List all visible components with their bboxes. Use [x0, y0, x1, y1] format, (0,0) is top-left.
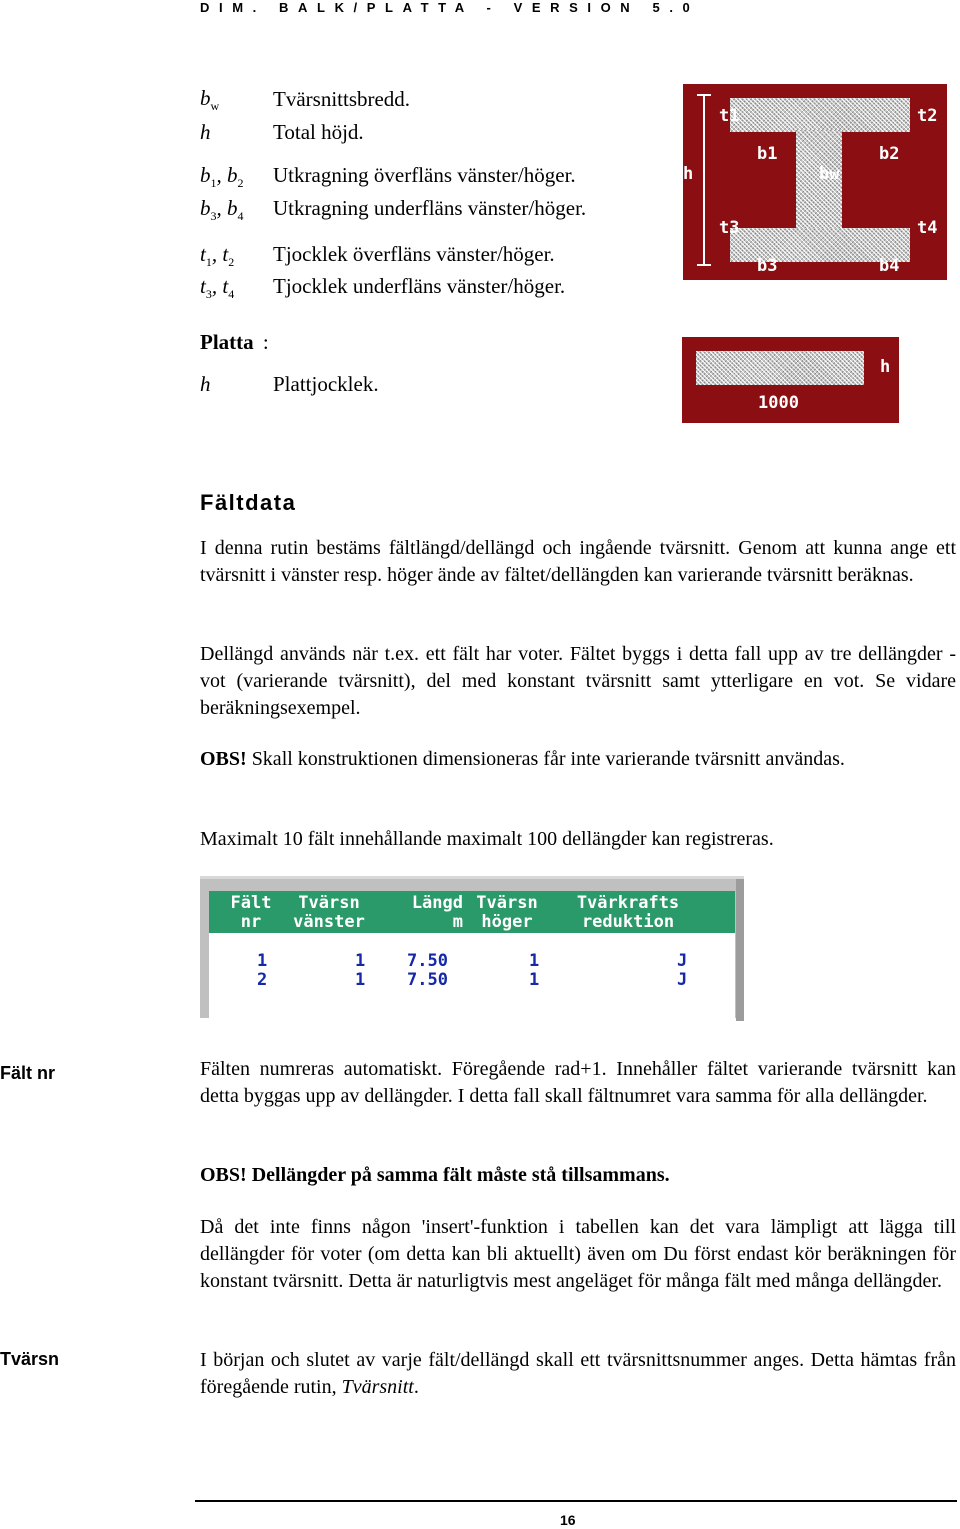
cell-tvarsn-vanster[interactable]: 1	[355, 970, 366, 990]
plate-section	[696, 351, 864, 385]
obs-text: Dellängder på samma fält måste stå tillsammans.	[251, 1164, 670, 1186]
col-header-falt-nr: Fält nr	[230, 893, 272, 932]
cell-falt-nr[interactable]: 1	[257, 951, 268, 971]
label-t3: t3	[719, 218, 740, 238]
paragraph-intro: I denna rutin bestäms fältlängd/dellängd och ingående tvärsnitt. Genom att kunna ange ett tvärsnitt i vänster resp. höger ände av fältet/dellängden kan varierande tvärsnitt beräknas.	[200, 537, 956, 586]
symbol-h: h	[200, 120, 211, 144]
plate-diagram	[682, 337, 899, 423]
cell-reduktion[interactable]: J	[677, 951, 688, 971]
label-b1: b1	[757, 144, 778, 164]
symbol-bw: $b_w$	[200, 86, 220, 114]
paragraph-falt-nr: Fälten numreras automatiskt. Föregående rad+1. Innehåller fältet varierande tvärsnitt kan detta byggas upp av dellängder. I detta fall skall fältnumret vara samma för alla dellängder.	[200, 1058, 956, 1107]
col-header-langd: Längd m	[411, 893, 463, 932]
label-b4: b4	[879, 256, 900, 276]
cell-tvarsn-hoger[interactable]: 1	[529, 970, 540, 990]
paragraph-falt-nr-obs	[200, 1162, 956, 1189]
col-header-tvarsn-vanster: Tvärsn vänster	[293, 893, 365, 932]
platta-label: Platta	[200, 330, 254, 354]
definition-plate-h: Plattjocklek.	[273, 372, 379, 396]
plate-label-width: 1000	[758, 393, 799, 413]
table-header-row	[209, 891, 735, 933]
obs-label: OBS!	[200, 1164, 247, 1186]
symbol-plate-h: h	[200, 372, 211, 396]
paragraph-dellangd: Dellängd används när t.ex. ett fält har voter. Fältet byggs i detta fall upp av tre dellängder - vot (varierande tvärsnitt), del med konstant tvärsnitt samt ytterligare en vot. Se vidare beräkningsexempel.	[200, 643, 956, 719]
platta-colon: :	[262, 330, 269, 354]
height-dimension-line	[703, 94, 705, 266]
cell-tvarsn-hoger[interactable]: 1	[529, 951, 540, 971]
span-table-screenshot	[200, 876, 744, 1018]
page-number: 16	[560, 1512, 576, 1528]
symbol-b1-b2: $b_1$, $b_2$	[200, 163, 244, 191]
col-header-tvarkrafts-reduktion: Tvärkrafts reduktion	[576, 893, 680, 932]
cell-tvarsn-vanster[interactable]: 1	[355, 951, 366, 971]
label-t1: t1	[719, 106, 740, 126]
running-header: DIM. BALK/PLATTA - VERSION 5.0	[200, 0, 700, 15]
label-t4: t4	[917, 218, 938, 238]
cell-reduktion[interactable]: J	[677, 970, 688, 990]
definition-t1-t2: Tjocklek överfläns vänster/höger.	[273, 242, 555, 266]
plate-label-h: h	[880, 357, 891, 377]
definition-t3-t4: Tjocklek underfläns vänster/höger.	[273, 274, 566, 298]
definition-h: Total höjd.	[273, 120, 364, 144]
symbol-t1-t2: $t_1$, $t_2$	[200, 242, 235, 270]
definition-b3-b4: Utkragning underfläns vänster/höger.	[273, 196, 587, 220]
cell-langd[interactable]: 7.50	[407, 951, 448, 971]
paragraph-obs	[200, 746, 956, 773]
top-flange	[730, 98, 910, 132]
obs-label: OBS!	[200, 748, 247, 770]
tvarsnitt-link: Tvärsnitt	[341, 1376, 414, 1398]
paragraph-tvarsn: I början och slutet av varje fält/dellängd skall ett tvärsnittsnummer anges. Detta hämtas från föregående rutin, Tvärsnitt.	[200, 1349, 956, 1398]
label-b2: b2	[879, 144, 900, 164]
span-table	[209, 891, 735, 1021]
height-dimension-tick-top	[697, 94, 711, 96]
label-b3: b3	[757, 256, 778, 276]
table-border-right	[736, 879, 744, 1021]
paragraph-insert: Då det inte finns någon 'insert'-funktion i tabellen kan det vara lämpligt att lägga till dellängder för voter (om detta kan bli aktuellt) även om Du först endast kör beräkningen för konstant tvärsnitt. Detta är naturligtvis mest angeläget för många fält med många dellängder.	[200, 1216, 956, 1292]
label-h: h	[683, 164, 694, 184]
definition-bw: Tvärsnittsbredd.	[273, 87, 411, 111]
symbol-t3-t4: $t_3$, $t_4$	[200, 274, 235, 302]
cell-falt-nr[interactable]: 2	[257, 970, 268, 990]
footer-divider	[195, 1500, 957, 1502]
label-t2: t2	[917, 106, 938, 126]
i-section-diagram	[683, 84, 947, 280]
obs-text: Skall konstruktionen dimensioneras får inte varierande tvärsnitt användas.	[246, 748, 845, 770]
platta-heading	[200, 330, 269, 355]
col-header-tvarsn-hoger: Tvärsn höger	[476, 893, 538, 932]
symbol-b3-b4: $b_3$, $b_4$	[200, 196, 244, 224]
side-label-falt-nr: Fält nr	[0, 1063, 56, 1083]
label-bw: bw	[819, 164, 840, 184]
definition-b1-b2: Utkragning överfläns vänster/höger.	[273, 163, 576, 187]
section-title: Fältdata	[200, 490, 297, 515]
height-dimension-tick-bottom	[697, 264, 711, 266]
paragraph-max: Maximalt 10 fält innehållande maximalt 100 dellängder kan registreras.	[200, 828, 774, 850]
side-label-tvarsn: Tvärsn	[0, 1349, 60, 1369]
cell-langd[interactable]: 7.50	[407, 970, 448, 990]
